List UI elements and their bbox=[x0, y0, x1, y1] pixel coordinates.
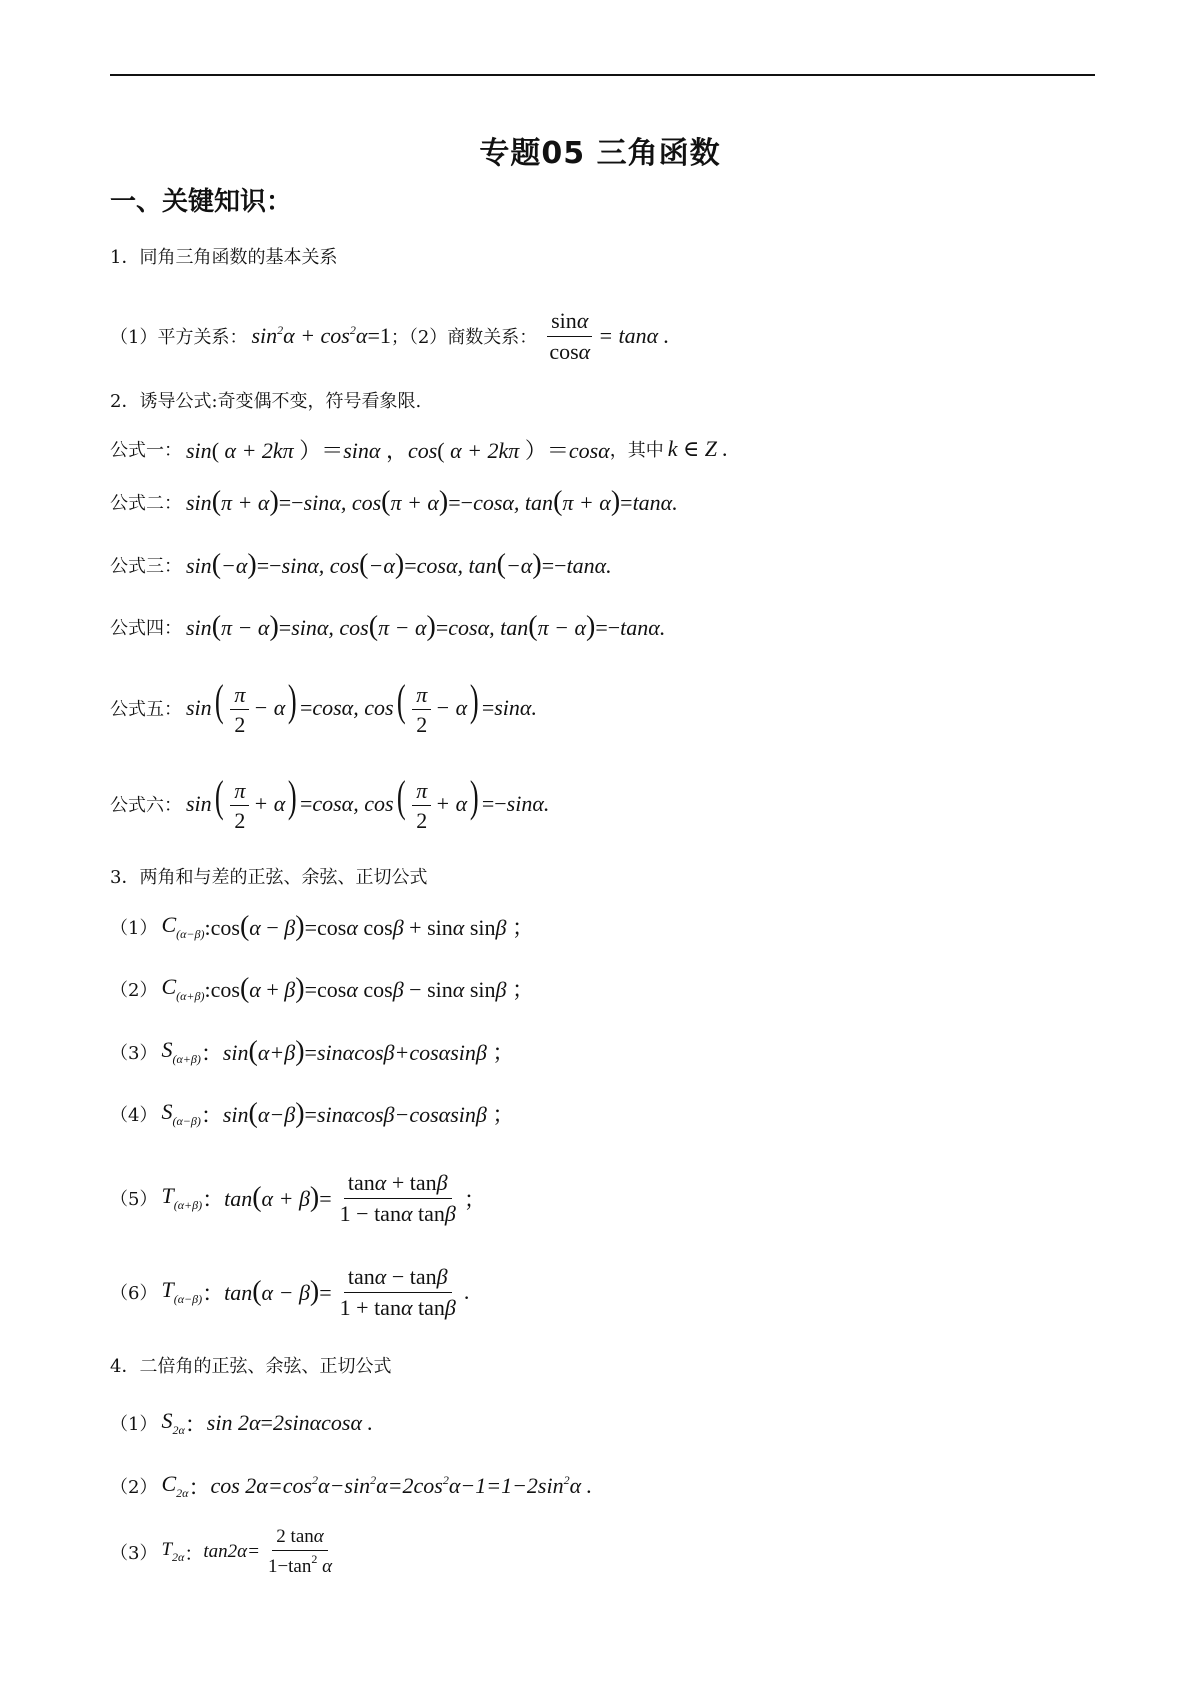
sum-diff-4: （4） $S_{(\alpha-\beta)}$ ： sin(α−β)=sinαcosβ−cosαsinβ ； bbox=[110, 1098, 515, 1129]
formula-4: 公式四： sin(π − α)=sinα, cos(π − α)=cosα, tan(π − α)=−tanα. bbox=[110, 611, 666, 642]
formula-1-label: 公式一： bbox=[110, 440, 182, 461]
sum-diff-1-label: （1） bbox=[110, 918, 158, 939]
formula-5-label: 公式五： bbox=[110, 699, 182, 720]
sum-diff-3: （3） $S_{(\alpha+\beta)}$ ： sin(α+β)=sinαcosβ+cosαsinβ ； bbox=[110, 1036, 515, 1067]
formula-5: 公式五： sin( $\frac{\pi}{2}$ − α) =cosα, cos( $\frac{\pi}{2}$ − α) =sinα. bbox=[110, 675, 537, 738]
double-angle-1-label: （1） bbox=[110, 1414, 158, 1435]
double-angle-3: （3） $T_{2\alpha}$ ： tan2α= $\frac{2 \tan\alpha}{1-\tan^2 \alpha}$ bbox=[110, 1526, 333, 1577]
identity-line: （1）平方关系： $\sin^2\alpha + \cos^2\alpha=1$ ；（2）商数关系： $\frac{\sin\alpha}{\cos\alpha}$ = tanα . bbox=[110, 308, 670, 364]
heading-3-text: 3．两角和与差的正弦、余弦、正切公式 bbox=[110, 867, 428, 888]
formula-2: 公式二： sin(π + α)=−sinα, cos(π + α)=−cosα, tan(π + α)=tanα. bbox=[110, 486, 678, 517]
sum-diff-5: （5） $T_{(\alpha+\beta)}$ ： tan(α + β)= $\frac{\tan\alpha + \tan\beta}{\text{1 − tanα tanβ}}$ ； bbox=[110, 1170, 486, 1226]
double-angle-2-label: （2） bbox=[110, 1477, 158, 1498]
sum-diff-2-label: （2） bbox=[110, 980, 158, 1001]
sum-diff-5-label: （5） bbox=[110, 1189, 158, 1210]
sum-diff-3-label: （3） bbox=[110, 1043, 158, 1064]
sum-diff-4-label: （4） bbox=[110, 1105, 158, 1126]
formula-1-tail: ，其中 bbox=[609, 440, 664, 461]
sum-diff-6-label: （6） bbox=[110, 1283, 158, 1304]
formula-6: 公式六： sin( $\frac{\pi}{2}$ + α) =cosα, cos( $\frac{\pi}{2}$ + α) =−sinα. bbox=[110, 771, 550, 834]
heading-2 bbox=[110, 380, 425, 420]
sum-diff-2: （2） $C_{(\alpha+\beta)}$ :cos(α + β)=cosα cosβ − sinα sinβ ； bbox=[110, 973, 534, 1004]
double-angle-3-label: （3） bbox=[110, 1543, 158, 1564]
heading-4 bbox=[110, 1345, 395, 1385]
double-angle-1: （1） $S_{2\alpha}$ ： sin 2α=2sinαcosα . bbox=[110, 1408, 374, 1437]
heading-2-text: 2．诱导公式:奇变偶不变，符号看象限. bbox=[110, 391, 422, 412]
formula-2-label: 公式二： bbox=[110, 493, 182, 514]
formula-6-label: 公式六： bbox=[110, 795, 182, 816]
formula-3: 公式三： sin(−α)=−sinα, cos(−α)=cosα, tan(−α)=−tanα. bbox=[110, 549, 612, 580]
heading-1-text: 1．同角三角函数的基本关系 bbox=[110, 247, 338, 268]
formula-3-label: 公式三： bbox=[110, 556, 182, 577]
heading-1 bbox=[110, 236, 341, 276]
quotient-relation-label: ；（2）商数关系： bbox=[390, 327, 538, 348]
quotient-fraction: $\frac{\sin\alpha}{\cos\alpha}$ bbox=[545, 308, 594, 364]
square-relation-formula: $\sin^2\alpha + \cos^2\alpha=1$ bbox=[251, 323, 391, 348]
heading-3 bbox=[110, 856, 431, 896]
double-angle-2: （2） $C_{2\alpha}$ ： $\cos 2\alpha=\cos^2\alpha-\sin^2\alpha=2\cos^2\alpha-1=1-2\sin^2\alpha$ . bbox=[110, 1471, 593, 1500]
page-title: 专题05 三角函数 bbox=[479, 136, 721, 171]
section-heading: 一、关键知识： bbox=[110, 187, 293, 217]
sum-diff-6: （6） $T_{(\alpha-\beta)}$ ： tan(α − β)= $\frac{\tan\alpha - \tan\beta}{\text{1 + tanα tanβ}}$ . bbox=[110, 1264, 470, 1320]
square-relation-label: （1）平方关系： bbox=[110, 327, 248, 348]
top-rule bbox=[110, 74, 1095, 76]
sum-diff-1: （1） $C_{(\alpha-\beta)}$ :cos(α − β)=cosα cosβ + sinα sinβ ； bbox=[110, 911, 534, 942]
heading-4-text: 4．二倍角的正弦、余弦、正切公式 bbox=[110, 1356, 392, 1377]
formula-1: 公式一： sin( α + 2kπ ）＝sinα ，cos( α + 2kπ ）＝cosα ，其中 k ∈ Z . bbox=[110, 436, 728, 463]
formula-4-label: 公式四： bbox=[110, 618, 182, 639]
